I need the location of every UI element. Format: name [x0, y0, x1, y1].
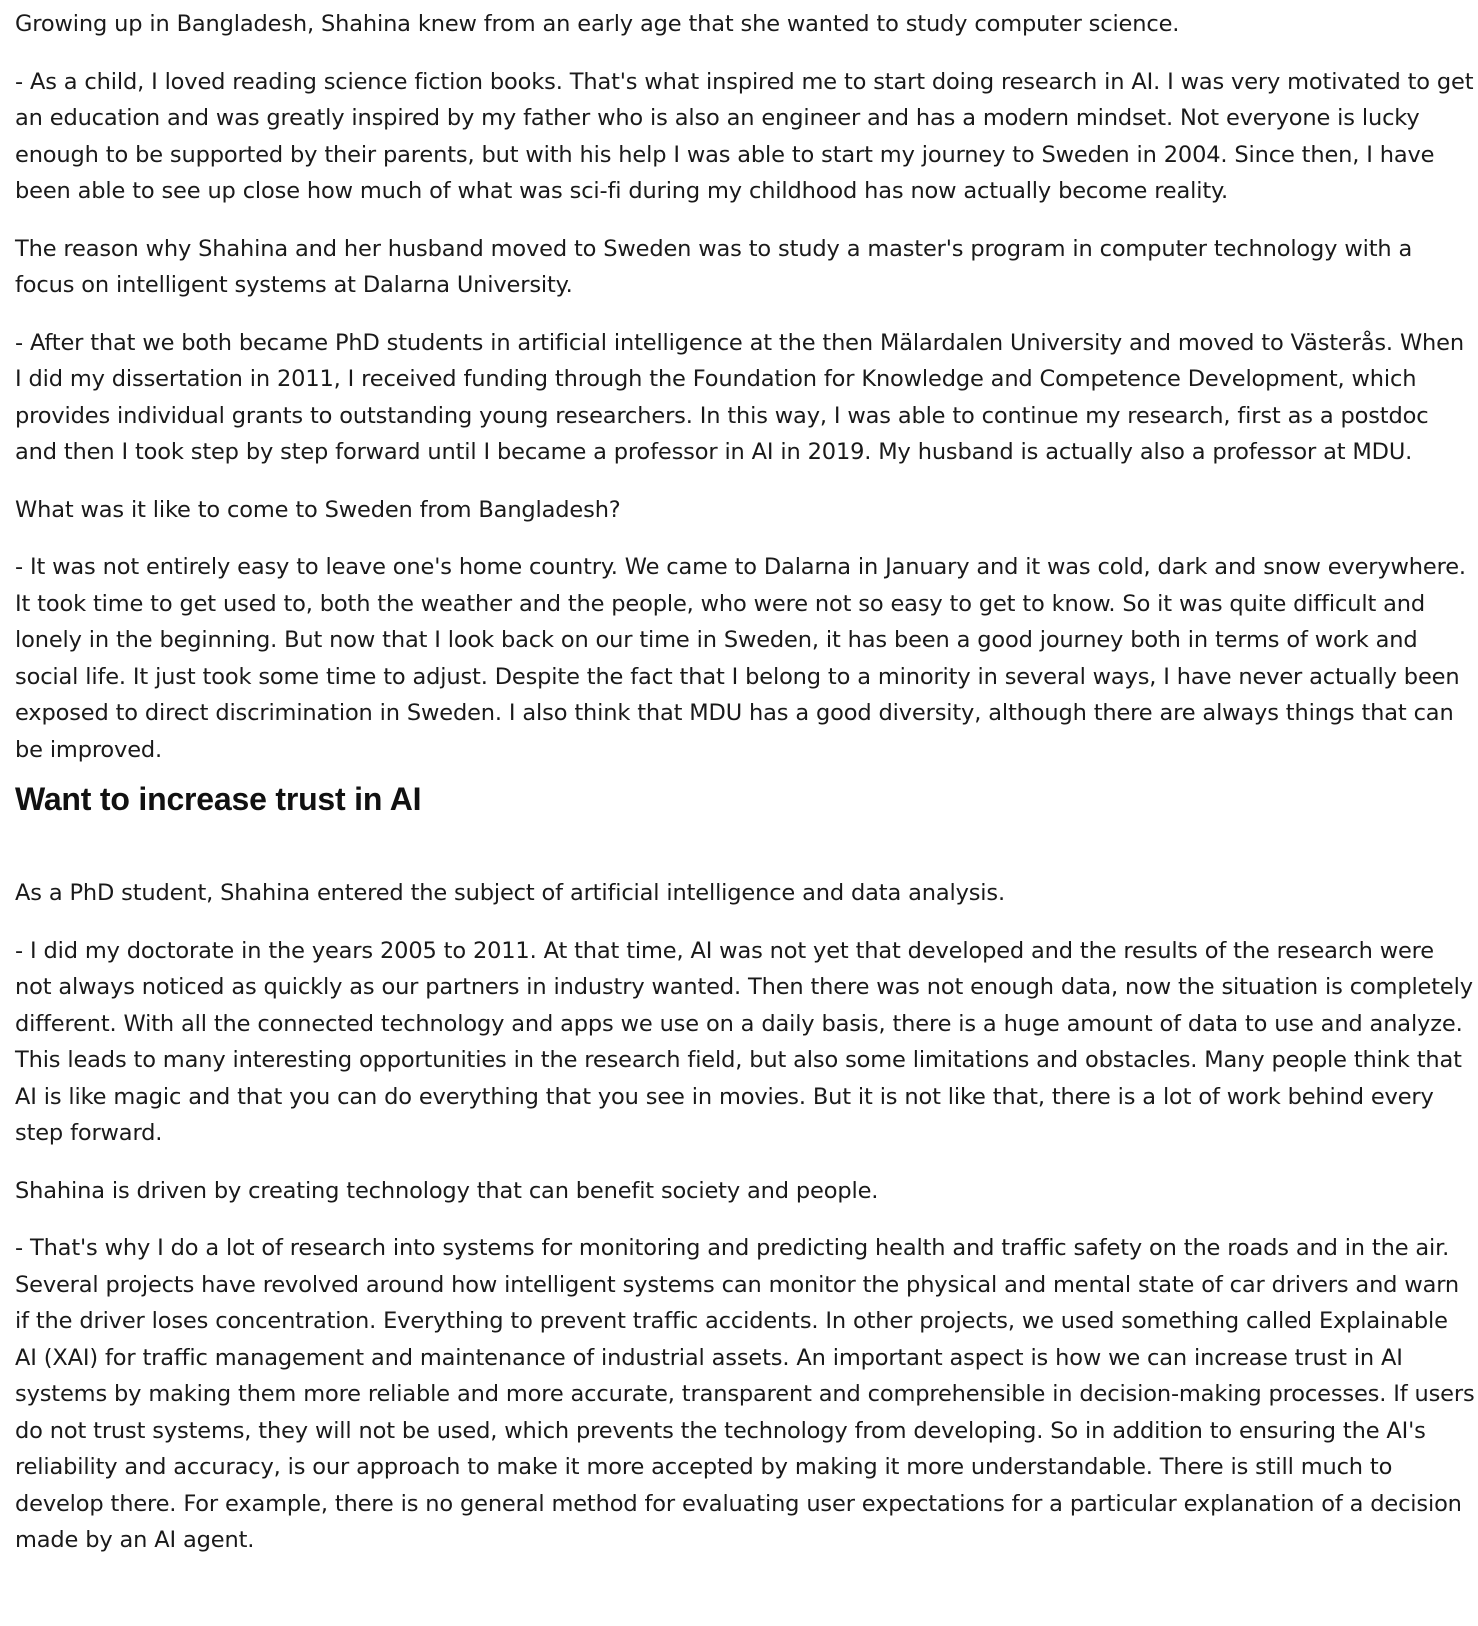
paragraph-move-to-sweden: The reason why Shahina and her husband moved to Sweden was to study a master's program in computer technology with a focus on intelligent systems at Dalarna University.	[15, 235, 1413, 298]
paragraph-intro: Growing up in Bangladesh, Shahina knew from an early age that she wanted to study computer science.	[15, 11, 1180, 37]
article-body	[15, 0, 1475, 1559]
paragraph-quote-phd: - After that we both became PhD students in artificial intelligence at the then Mälardalen University and moved to Västerås. When I did my dissertation in 2011, I received funding through the Foundation for Knowledge and Competence Development, which provides individual grants to outstanding young researchers. In this way, I was able to continue my research, first as a postdoc and then I took step by step forward until I became a professor in AI in 2019. My husband is actually also a professor at MDU.	[15, 329, 1464, 465]
section-heading: Want to increase trust in AI	[15, 781, 422, 817]
paragraph-quote-sweden: - It was not entirely easy to leave one's home country. We came to Dalarna in January and it was cold, dark and snow everywhere. It took time to get used to, both the weather and the people, who were not so easy to get to know. So it was quite difficult and lonely in the beginning. But now that I look back on our time in Sweden, it has been a good journey both in terms of work and social life. It just took some time to adjust. Despite the fact that I belong to a minority in several ways, I have never actually been exposed to direct discrimination in Sweden. I also think that MDU has a good diversity, although there are always things that can be improved.	[15, 554, 1466, 763]
paragraph-quote-research: - That's why I do a lot of research into systems for monitoring and predicting health and traffic safety on the roads and in the air. Several projects have revolved around how intelligent systems can monitor the physical and mental state of car drivers and warn if the driver loses concentration. Everything to prevent traffic accidents. In other projects, we used something called Explainable AI (XAI) for traffic management and maintenance of industrial assets. An important aspect is how we can increase trust in AI systems by making them more reliable and more accurate, transparent and comprehensible in decision-making processes. If users do not trust systems, they will not be used, which prevents the technology from developing. So in addition to ensuring the AI's reliability and accuracy, is our approach to make it more accepted by making it more understandable. There is still much to develop there. For example, there is no general method for evaluating user expectations for a particular explanation of a decision made by an AI agent.	[15, 1235, 1475, 1553]
paragraph-question: What was it like to come to Sweden from Bangladesh?	[15, 496, 621, 523]
paragraph-quote-childhood: - As a child, I loved reading science fiction books. That's what inspired me to start doing research in AI. I was very motivated to get an education and was greatly inspired by my father who is also an engineer and has a modern mindset. Not everyone is lucky enough to be supported by their parents, but with his help I was able to start my journey to Sweden in 2004. Since then, I have been able to see up close how much of what was sci-fi during my childhood has now actually become reality.	[15, 68, 1474, 204]
paragraph-driven: Shahina is driven by creating technology that can benefit society and people.	[15, 1177, 879, 1204]
paragraph-quote-doctorate: - I did my doctorate in the years 2005 to 2011. At that time, AI was not yet that developed and the results of the research were not always noticed as quickly as our partners in industry wanted. Then there was not enough data, now the situation is completely different. With all the connected technology and apps we use on a daily basis, there is a huge amount of data to use and analyze. This leads to many interesting opportunities in the research field, but also some limitations and obstacles. Many people think that AI is like magic and that you can do everything that you see in movies. But it is not like that, there is a lot of work behind every step forward.	[15, 937, 1473, 1146]
paragraph-phd-student: As a PhD student, Shahina entered the subject of artificial intelligence and data analysis.	[15, 880, 1005, 906]
